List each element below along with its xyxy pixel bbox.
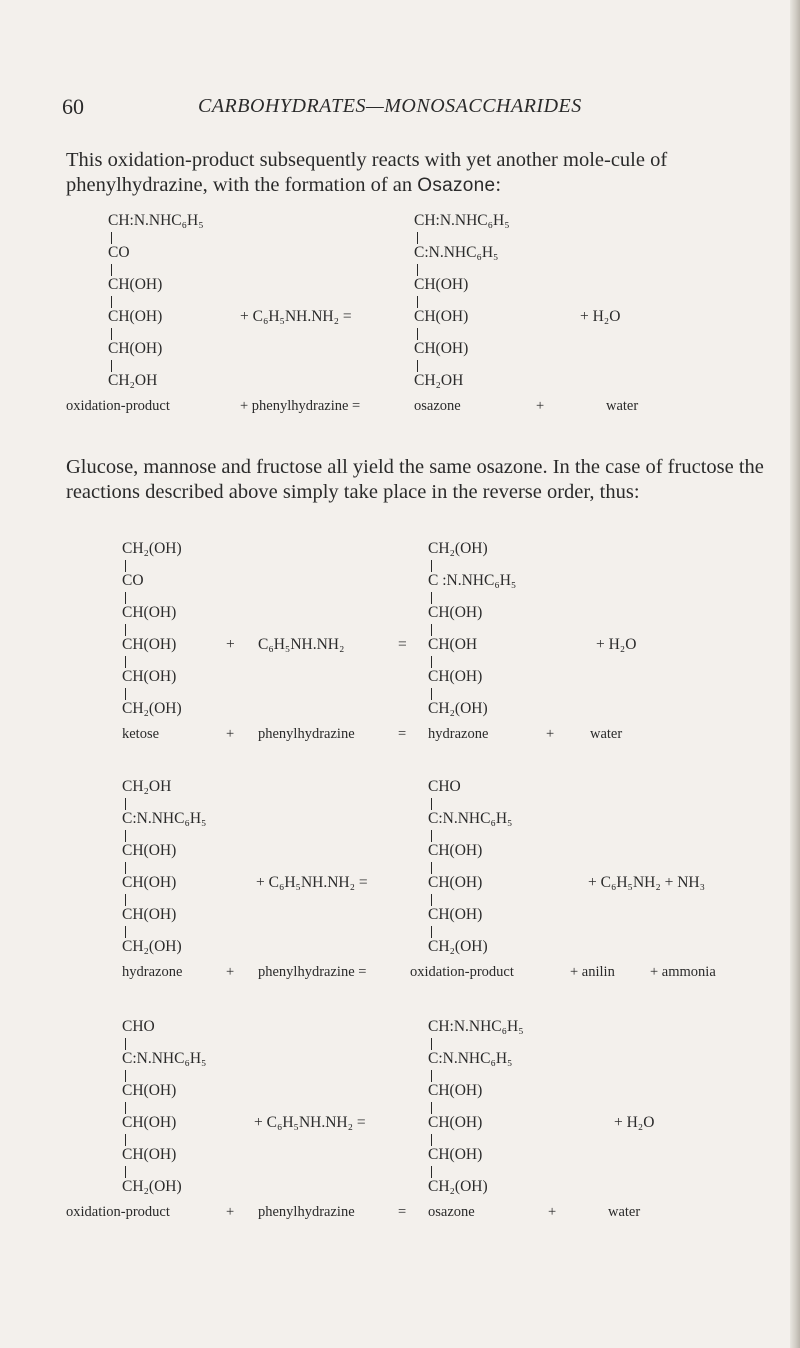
bond-line	[431, 798, 432, 810]
bond-line	[125, 688, 126, 700]
eq1-label: +	[536, 398, 545, 414]
formula-row: CH₂(OH)	[428, 700, 488, 717]
bond-line	[431, 1070, 432, 1082]
formula-row: CH(OH)	[108, 276, 163, 293]
formula-row: CH:N.NHC₆H₅	[108, 212, 204, 229]
eq2-label: =	[398, 726, 407, 742]
bond-line	[417, 328, 418, 340]
bond-line	[431, 656, 432, 668]
bond-line	[431, 926, 432, 938]
eq1-label: + phenylhydrazine =	[240, 398, 361, 414]
eq4-reagent: + C₆H₅NH.NH₂ =	[254, 1114, 366, 1131]
formula-row: CH(OH)	[122, 636, 177, 653]
eq2-label: phenylhydrazine	[258, 726, 355, 742]
eq4-label: +	[548, 1204, 557, 1220]
eq3-label: + anilin	[570, 964, 615, 980]
bond-line	[125, 1134, 126, 1146]
formula-row: CH(OH)	[428, 1082, 483, 1099]
page-number: 60	[62, 94, 84, 119]
formula-row: C:N.NHC₆H₅	[122, 1050, 207, 1067]
bond-line	[431, 1134, 432, 1146]
formula-row: CH(OH)	[122, 842, 177, 859]
formula-row: CH₂(OH)	[428, 938, 488, 955]
bond-line	[125, 1070, 126, 1082]
formula-row: CH(OH)	[428, 842, 483, 859]
formula-row: CH(OH)	[108, 340, 163, 357]
bond-line	[417, 360, 418, 372]
intro-colon: :	[495, 174, 502, 196]
bond-line	[125, 560, 126, 572]
formula-row: CH₂OH	[122, 778, 172, 795]
formula-row: CH(OH)	[122, 604, 177, 621]
formula-row: CH₂(OH)	[428, 540, 488, 557]
formula-row: CH₂(OH)	[122, 700, 182, 717]
osazone-term: Osazone	[417, 175, 496, 196]
bond-line	[431, 560, 432, 572]
formula-row: CH₂OH	[414, 372, 464, 389]
formula-row: CHO	[428, 778, 461, 795]
eq1-reagent: + C₆H₅NH.NH₂ =	[240, 308, 352, 325]
eq3-reagent: + C₆H₅NH.NH₂ =	[256, 874, 368, 891]
formula-row: C:N.NHC₆H₅	[122, 810, 207, 827]
bond-line	[431, 592, 432, 604]
bond-line	[431, 1166, 432, 1178]
bond-line	[431, 862, 432, 874]
eq1-label: osazone	[414, 398, 461, 414]
eq3-label: phenylhydrazine =	[258, 964, 367, 980]
eq3-label: hydrazone	[122, 964, 183, 980]
formula-row: CH(OH)	[428, 1146, 483, 1163]
intro-paragraph	[66, 148, 766, 198]
eq2-label: hydrazone	[428, 726, 489, 742]
bond-line	[417, 264, 418, 276]
eq3-label: oxidation-product	[410, 964, 514, 980]
bond-line	[111, 264, 112, 276]
formula-row: CH(OH)	[428, 668, 483, 685]
bond-line	[125, 624, 126, 636]
formula-row: C:N.NHC₆H₅	[428, 810, 513, 827]
formula-row: CH₂(OH)	[122, 540, 182, 557]
formula-row: CH(OH)	[428, 1114, 483, 1131]
bond-line	[111, 232, 112, 244]
running-head: CARBOHYDRATES—MONOSACCHARIDES	[198, 95, 582, 117]
formula-row: CH(OH)	[122, 1082, 177, 1099]
eq4-label: =	[398, 1204, 407, 1220]
formula-row: CH(OH)	[414, 276, 469, 293]
eq3-label: + ammonia	[650, 964, 716, 980]
formula-row: CH(OH)	[122, 874, 177, 891]
formula-row: CH(OH)	[428, 906, 483, 923]
eq4-label: oxidation-product	[66, 1204, 170, 1220]
formula-row: CHO	[122, 1018, 155, 1035]
eq2-product2: + H₂O	[596, 636, 637, 653]
bond-line	[125, 926, 126, 938]
formula-row: CH(OH)	[122, 1146, 177, 1163]
formula-row: CH(OH)	[108, 308, 163, 325]
formula-row: CH₂(OH)	[428, 1178, 488, 1195]
formula-row: CH(OH)	[122, 1114, 177, 1131]
formula-row: CH₂(OH)	[122, 938, 182, 955]
formula-row: CH:N.NHC₆H₅	[428, 1018, 524, 1035]
eq1-product2: + H₂O	[580, 308, 621, 325]
formula-row: CH(OH	[428, 636, 478, 653]
bond-line	[125, 656, 126, 668]
mid-paragraph	[66, 455, 766, 505]
bond-line	[111, 360, 112, 372]
eq4-label: osazone	[428, 1204, 475, 1220]
eq4-label: +	[226, 1204, 235, 1220]
bond-line	[125, 894, 126, 906]
bond-line	[417, 232, 418, 244]
mid-text: Glucose, mannose and fructose all yield the same osazone. In the case of fructose the reactions described above simply take place in the reverse order, thus:	[66, 456, 764, 503]
bond-line	[125, 830, 126, 842]
bond-line	[111, 328, 112, 340]
bond-line	[125, 1166, 126, 1178]
eq2-label: +	[226, 726, 235, 742]
formula-row: CH(OH)	[122, 668, 177, 685]
eq2-equals: =	[398, 636, 407, 653]
eq2-plus: +	[226, 636, 235, 653]
formula-row: CO	[108, 244, 130, 261]
eq4-label: water	[608, 1204, 641, 1220]
eq3-label: +	[226, 964, 235, 980]
eq4-label: phenylhydrazine	[258, 1204, 355, 1220]
bond-line	[125, 862, 126, 874]
formula-row: CH₂(OH)	[122, 1178, 182, 1195]
formula-row: CH(OH)	[428, 874, 483, 891]
bond-line	[125, 1038, 126, 1050]
bond-line	[111, 296, 112, 308]
bond-line	[431, 894, 432, 906]
bond-line	[431, 688, 432, 700]
formula-row: CH(OH)	[414, 340, 469, 357]
eq2-reagent: C₆H₅NH.NH₂	[258, 636, 345, 653]
bond-line	[431, 624, 432, 636]
formula-row: CH₂OH	[108, 372, 158, 389]
eq3-product2: + C₆H₅NH₂ + NH₃	[588, 874, 706, 891]
eq2-label: water	[590, 726, 623, 742]
bond-line	[125, 798, 126, 810]
eq1-label: water	[606, 398, 639, 414]
bond-line	[431, 1102, 432, 1114]
bond-line	[125, 592, 126, 604]
bond-line	[431, 1038, 432, 1050]
eq2-label: +	[546, 726, 555, 742]
formula-row: CO	[122, 572, 144, 589]
formula-row: CH(OH)	[428, 604, 483, 621]
formula-row: C:N.NHC₆H₅	[414, 244, 499, 261]
bond-line	[431, 830, 432, 842]
page-edge-shadow	[790, 0, 800, 1348]
formula-row: CH(OH)	[414, 308, 469, 325]
bond-line	[125, 1102, 126, 1114]
formula-row: C:N.NHC₆H₅	[428, 1050, 513, 1067]
eq2-label: ketose	[122, 726, 160, 742]
intro-text: This oxidation-product subsequently reacts with yet another mole-cule of phenylhydrazine, with the formation of an	[66, 149, 668, 196]
eq1-label: oxidation-product	[66, 398, 170, 414]
bond-line	[417, 296, 418, 308]
formula-row: CH(OH)	[122, 906, 177, 923]
eq4-product2: + H₂O	[614, 1114, 655, 1131]
formula-row: C :N.NHC₆H₅	[428, 572, 517, 589]
formula-row: CH:N.NHC₆H₅	[414, 212, 510, 229]
